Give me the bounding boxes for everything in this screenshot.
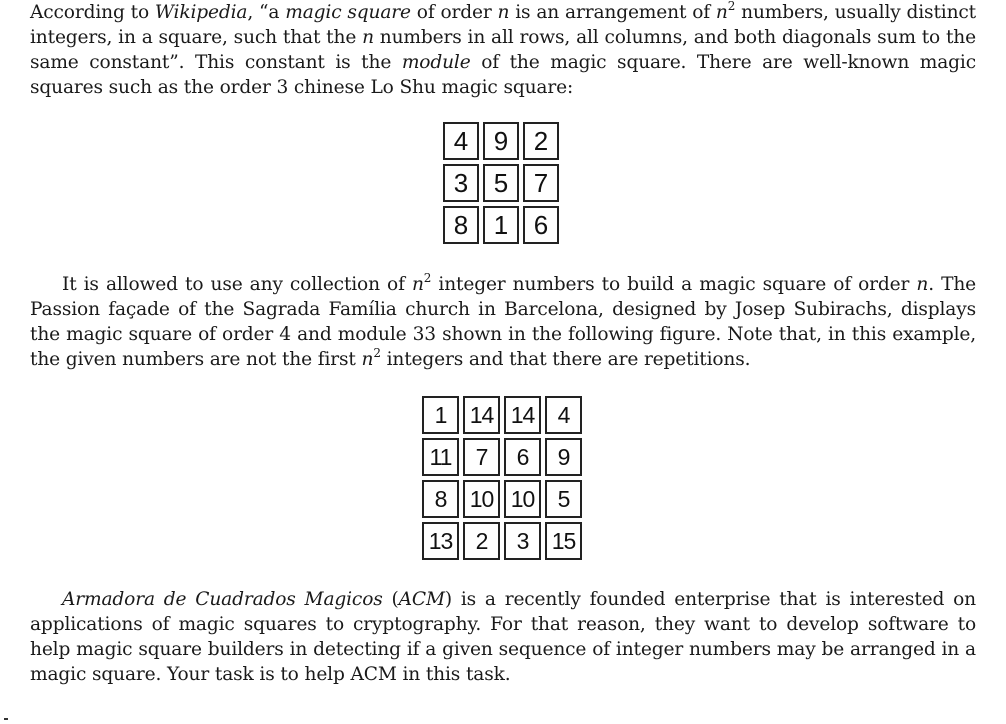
intro-paragraph (30, 0, 976, 100)
company-name: Armadora de Cuadrados Magicos (62, 589, 383, 610)
magic-square-term: magic square (285, 2, 411, 23)
square-cell: 1 (483, 206, 519, 244)
square-cell: 2 (463, 522, 500, 560)
square-cell: 8 (443, 206, 479, 244)
collection-paragraph (30, 272, 976, 372)
exponent: 2 (373, 345, 381, 360)
square-cell: 4 (545, 396, 582, 434)
exponent: 2 (423, 270, 432, 285)
text-run: numbers, usually distinct integers, in a square, such that the (30, 2, 976, 48)
square-cell: 15 (545, 522, 582, 560)
exponent: 2 (727, 0, 736, 13)
square-cell: 7 (463, 438, 500, 476)
square-cell: 5 (545, 480, 582, 518)
square-cell: 13 (422, 522, 459, 560)
square-cell: 2 (523, 122, 559, 160)
variable-n: n (362, 27, 374, 48)
sagrada-familia-magic-square (422, 396, 582, 560)
text-run: integers and that there are repetitions. (380, 349, 751, 370)
text-run: . The Passion façade of the Sagrada Família church in Barcelona, designed by Josep Subirachs, displays the magic square of order 4 and module 33 shown in the following figure. Note that, in this example, the given numbers are not the first (30, 274, 976, 370)
text-run: of order (410, 2, 498, 23)
lo-shu-magic-square (443, 122, 559, 244)
variable-n: n (715, 2, 728, 23)
text-run: ( (382, 589, 399, 610)
square-cell: 14 (504, 396, 541, 434)
wikipedia-reference: Wikipedia (154, 2, 248, 23)
stray-mark (4, 718, 8, 720)
text-run: numbers in all rows, all columns, and both diagonals sum to the same constant”. This constant is the (30, 27, 976, 73)
module-term: module (401, 52, 471, 73)
square-cell: 9 (483, 122, 519, 160)
square-cell: 10 (463, 480, 500, 518)
variable-n: n (916, 274, 929, 295)
square-cell: 14 (463, 396, 500, 434)
square-cell: 5 (483, 164, 519, 202)
text-run: , “a (247, 2, 286, 23)
acm-paragraph (30, 587, 976, 687)
square-cell: 4 (443, 122, 479, 160)
text-run: integer numbers to build a magic square of order (431, 274, 917, 295)
square-cell: 9 (545, 438, 582, 476)
square-cell: 11 (422, 438, 459, 476)
variable-n: n (497, 2, 510, 23)
variable-n: n (361, 349, 374, 370)
square-cell: 6 (523, 206, 559, 244)
square-cell: 8 (422, 480, 459, 518)
text-run: ) is a recently founded enterprise that is interested on applications of magic squares to cryptography. For that reason, they want to develop software to help magic square builders in detecting if a given sequence of integer numbers may be arranged in a magic square. Your task is to help ACM in this task. (30, 589, 976, 685)
company-acronym: ACM (398, 589, 445, 610)
square-cell: 10 (504, 480, 541, 518)
variable-n: n (411, 274, 424, 295)
square-cell: 6 (504, 438, 541, 476)
text-run: According to (30, 2, 155, 23)
text-run: It is allowed to use any collection of (62, 274, 412, 295)
square-cell: 3 (443, 164, 479, 202)
square-cell: 3 (504, 522, 541, 560)
square-cell: 1 (422, 396, 459, 434)
text-run: is an arrangement of (509, 2, 716, 23)
text-run: of the magic square. There are well-known magic squares such as the order 3 chinese Lo Shu magic square: (30, 52, 976, 98)
square-cell: 7 (523, 164, 559, 202)
